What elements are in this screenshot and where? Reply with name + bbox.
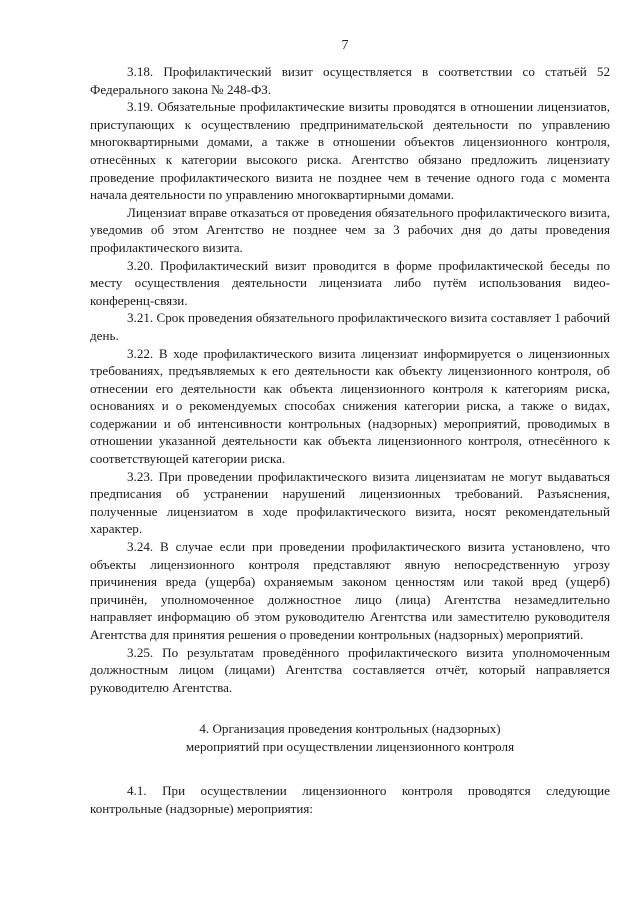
paragraph-3-21: 3.21. Срок проведения обязательного профилактического визита составляет 1 рабочий день.	[90, 310, 610, 343]
paragraph-3-18: 3.18. Профилактический визит осуществляется в соответствии со статьёй 52 Федерального закона № 248-ФЗ.	[90, 64, 610, 97]
paragraph-4-1: 4.1. При осуществлении лицензионного контроля проводятся следующие контрольные (надзорные) мероприятия:	[90, 783, 610, 816]
section-heading-line-2: мероприятий при осуществлении лицензионного контроля	[185, 739, 515, 755]
paragraph-3-25: 3.25. По результатам проведённого профилактического визита уполномоченным должностным лицом (лицами) Агентства составляется отчёт, который направляется руководителю Агентства.	[90, 644, 610, 695]
paragraph-3-23: 3.23. При проведении профилактического визита лицензиатам не могут выдаваться предписания об устранении нарушений лицензионных требований. Разъяснения, полученные лицензиатом в ходе профилактического визита, носят рекомендательный характер.	[90, 468, 610, 537]
section-heading	[90, 720, 610, 756]
paragraph-licensee-right: Лицензиат вправе отказаться от проведения обязательного профилактического визита, уведомив об этом Агентство не позднее чем за 3 рабочих дня до даты проведения профилактического визита.	[90, 204, 610, 255]
paragraph-3-24: 3.24. В случае если при проведении профилактического визита установлено, что объекты лицензионного контроля представляют явную непосредственную угрозу причинения вреда (ущерба) охраняемым законом ценностям или такой вред (ущерб) причинён, уполномоченное должностное лицо (лица) Агентства незамедлительно направляет информацию об этом руководителю Агентства или заместителю руководителя Агентства для принятия решения о проведении контрольных (надзорных) мероприятий.	[90, 539, 610, 642]
paragraph-3-20: 3.20. Профилактический визит проводится в форме профилактической беседы по месту осуществления деятельности лицензиата либо путём использования видео-конференц-связи.	[90, 257, 610, 308]
paragraph-3-19: 3.19. Обязательные профилактические визиты проводятся в отношении лицензиатов, приступающих к осуществлению предпринимательской деятельности по управлению многоквартирными домами, а также в отношении объектов лицензионного контроля, отнесённых к категории высокого риска. Агентство обязано предложить лицензиату проведение профилактического визита не позднее чем в течение одного года с момента начала деятельности по управлению многоквартирными домами.	[90, 99, 610, 203]
page-number: 7	[341, 38, 349, 53]
paragraph-3-22: 3.22. В ходе профилактического визита лицензиат информируется о лицензионных требованиях, предъявляемых к его деятельности как объекту лицензионного контроля, об отнесении его деятельности как объекта лицензионного контроля к категориям риска, основаниях и о рекомендуемых способах снижения категории риска, а также о видах, содержании и об интенсивности контрольных (надзорных) мероприятий, проводимых в отношении указанной деятельности как объекта лицензионного контроля, отнесённого к соответствующей категории риска.	[90, 345, 610, 467]
section-heading-line-1: 4. Организация проведения контрольных (надзорных)	[199, 721, 501, 737]
